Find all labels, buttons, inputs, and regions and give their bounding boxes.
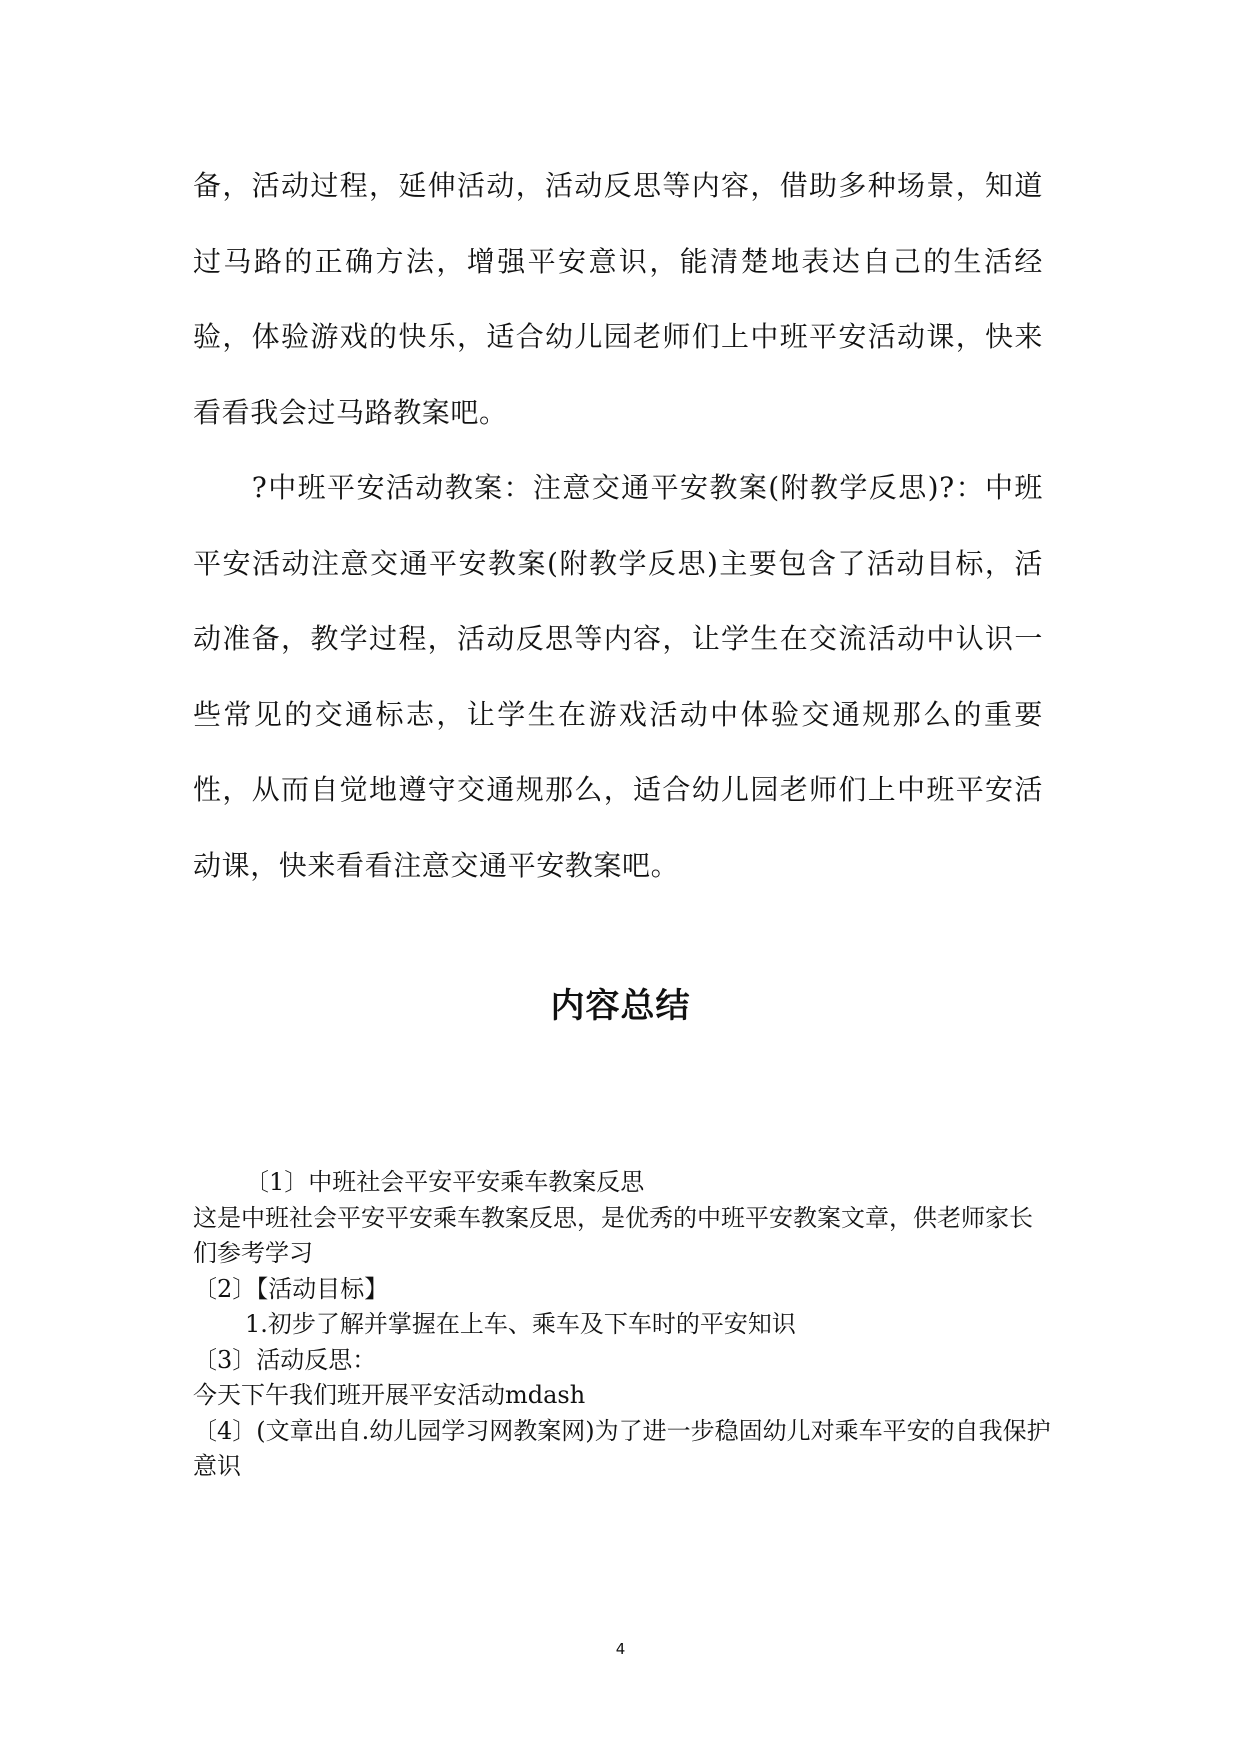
page-number: 4 bbox=[615, 1640, 626, 1658]
section-title: 内容总结 bbox=[550, 986, 691, 1026]
summary-item-2: 〔2〕【活动目标】 bbox=[193, 1274, 389, 1303]
summary-item-4: 〔4〕(文章出自.幼儿园学习网教案网)为了进一步稳固幼儿对乘车平安的自我保护意识 bbox=[193, 1416, 1051, 1480]
summary-list bbox=[193, 1165, 1053, 1485]
summary-text-3: 今天下午我们班开展平安活动mdash bbox=[193, 1381, 586, 1409]
paragraph-traffic-safety: ?中班平安活动教案：注意交通平安教案(附教学反思)?：中班平安活动注意交通平安教案(附教学反思)主要包含了活动目标，活动准备，教学过程，活动反思等内容，让学生在交流活动中认识一些常见的交通标志，让学生在游戏活动中体验交通规那么的重要性，从而自觉地遵守交通规那么，适合幼儿园老师们上中班平安活动课，快来看看注意交通平安教案吧。 bbox=[193, 471, 1043, 882]
paragraph-road-crossing: 备，活动过程，延伸活动，活动反思等内容，借助多种场景，知道过马路的正确方法，增强平安意识，能清楚地表达自己的生活经验，体验游戏的快乐，适合幼儿园老师们上中班平安活动课，快来看看我会过马路教案吧。 bbox=[193, 169, 1043, 429]
summary-item-3: 〔3〕活动反思： bbox=[193, 1345, 377, 1374]
summary-text-1: 这是中班社会平安平安乘车教案反思，是优秀的中班平安教案文章，供老师家长们参考学习 bbox=[193, 1203, 1033, 1267]
body-text bbox=[193, 148, 1043, 903]
summary-text-2: 1.初步了解并掌握在上车、乘车及下车时的平安知识 bbox=[245, 1310, 796, 1338]
summary-item-1: 〔1〕中班社会平安平安乘车教案反思 bbox=[245, 1168, 645, 1196]
